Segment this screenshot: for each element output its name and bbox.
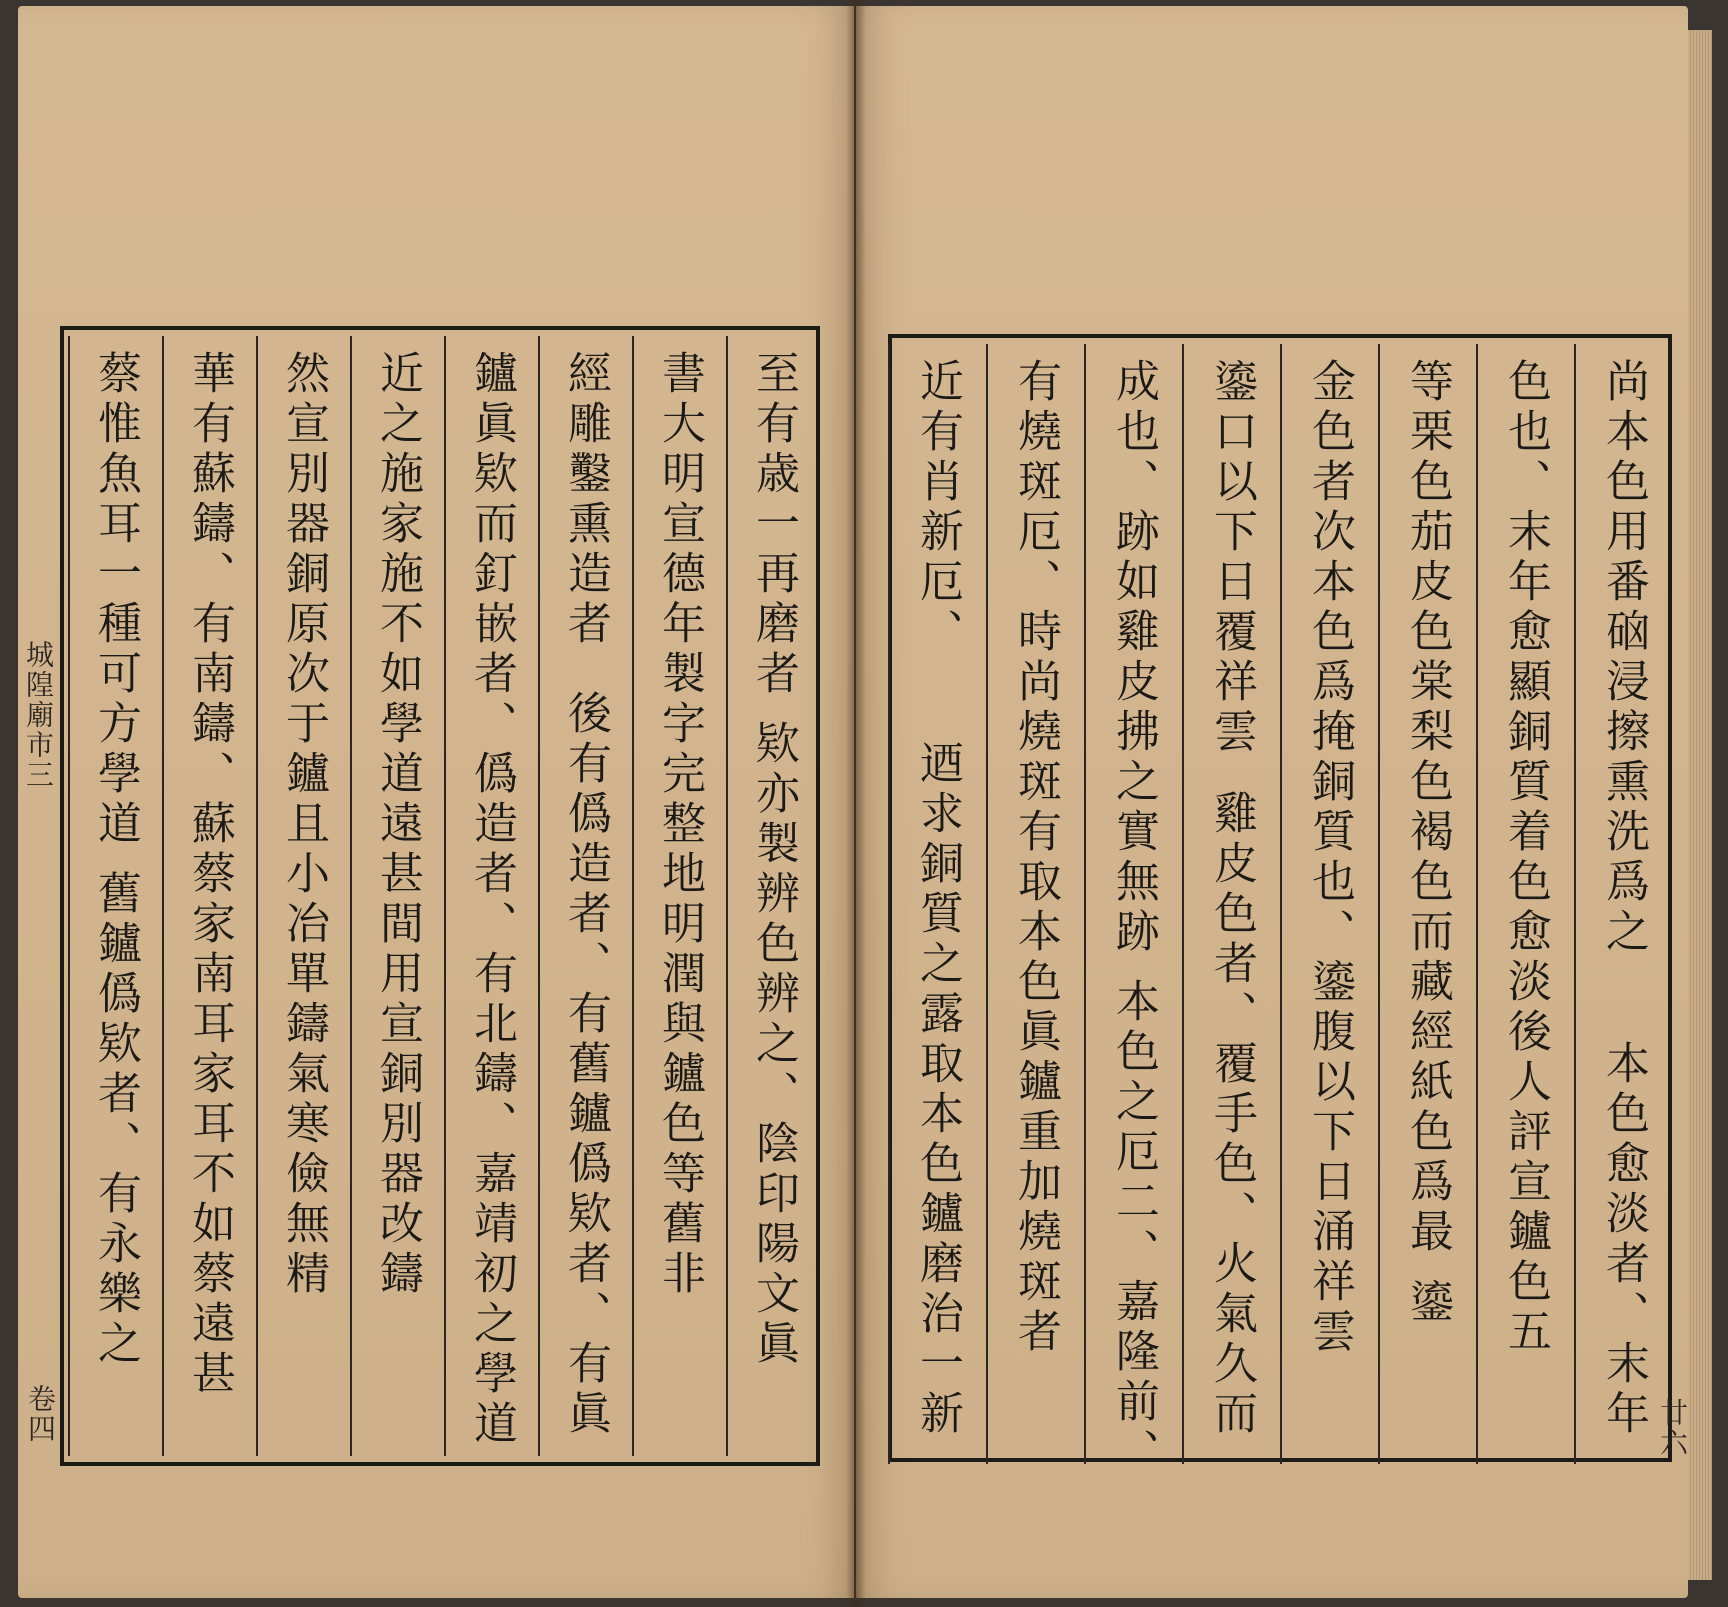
volume-label: 卷四 (24, 1384, 57, 1444)
text-column: 等栗色茄皮色棠梨色褐色而藏經紙色爲最 (1402, 358, 1453, 1258)
text-column: 書大明宣德年製字完整地明潤與鑪色等舊非 (654, 350, 705, 1300)
column-rule (1084, 344, 1086, 1464)
column-rule (1476, 344, 1478, 1464)
text-column: 色也、末年愈顯銅質着色愈淡後人評宣鑪色五 (1500, 358, 1551, 1358)
column-rule (444, 336, 446, 1456)
column-rule (888, 344, 890, 1464)
column-rule (986, 344, 988, 1464)
column-rule (1378, 344, 1380, 1464)
text-column: 蔡惟魚耳一種可方學道 (90, 350, 141, 850)
column-rule (632, 336, 634, 1456)
text-column: 近之施家施不如學道遠甚間用宣銅別器改鑄 (372, 350, 423, 1300)
text-column: 鑪眞欵而釘嵌者、僞造者、有北鑄、嘉靖初之學道 (466, 350, 517, 1450)
column-rule (350, 336, 352, 1456)
folio-number: 廿六 (1656, 1398, 1689, 1458)
text-column: 然宣別器銅原次于鑪且小冶單鑄氣寒儉無精 (278, 350, 329, 1300)
column-rule (68, 336, 70, 1456)
text-column-lower: 迺求銅質之露取本色鑪磨治一新 (912, 740, 963, 1440)
text-column-lower: 後有僞造者、有舊鑪僞欵者、有眞 (560, 690, 611, 1440)
column-rule (256, 336, 258, 1456)
text-column: 華有蘇鑄、有南鑄、蘇蔡家南耳家耳不如蔡遠甚 (184, 350, 235, 1400)
column-rule (1280, 344, 1282, 1464)
text-column: 鎏口以下日覆祥雲 (1206, 358, 1257, 758)
text-column-lower: 舊鑪僞欵者、有永樂之 (90, 870, 141, 1370)
column-rule (162, 336, 164, 1456)
text-column: 有燒斑厄、時尚燒斑有取本色眞鑪重加燒斑者 (1010, 358, 1061, 1358)
text-column: 尚本色用番硇浸擦熏洗爲之 (1598, 358, 1649, 958)
column-rule (1574, 344, 1576, 1464)
text-column: 經雕鑿熏造者 (560, 350, 611, 650)
column-rule (538, 336, 540, 1456)
column-rule (1182, 344, 1184, 1464)
text-column-lower: 雞皮色者、覆手色、火氣久而 (1206, 790, 1257, 1440)
column-rule (726, 336, 728, 1456)
text-column-lower: 欵亦製辨色辨之、陰印陽文眞 (748, 720, 799, 1370)
book-gutter (846, 0, 866, 1607)
text-column-lower: 本色愈淡者、末年 (1598, 1040, 1649, 1440)
text-column: 金色者次本色爲掩銅質也、鎏腹以下日涌祥雲 (1304, 358, 1355, 1358)
page-edges (1688, 30, 1712, 1580)
text-column: 近有肖新厄、 (912, 358, 963, 658)
text-column-lower: 鎏 (1402, 1278, 1453, 1328)
text-column-lower: 本色之厄二、嘉隆前、 (1108, 978, 1159, 1478)
page-center-title: 城隍廟市三 (22, 640, 55, 790)
text-column: 成也、跡如雞皮拂之實無跡 (1108, 358, 1159, 958)
text-column: 至有歳一再磨者 (748, 350, 799, 700)
left-text-frame (60, 326, 820, 1466)
